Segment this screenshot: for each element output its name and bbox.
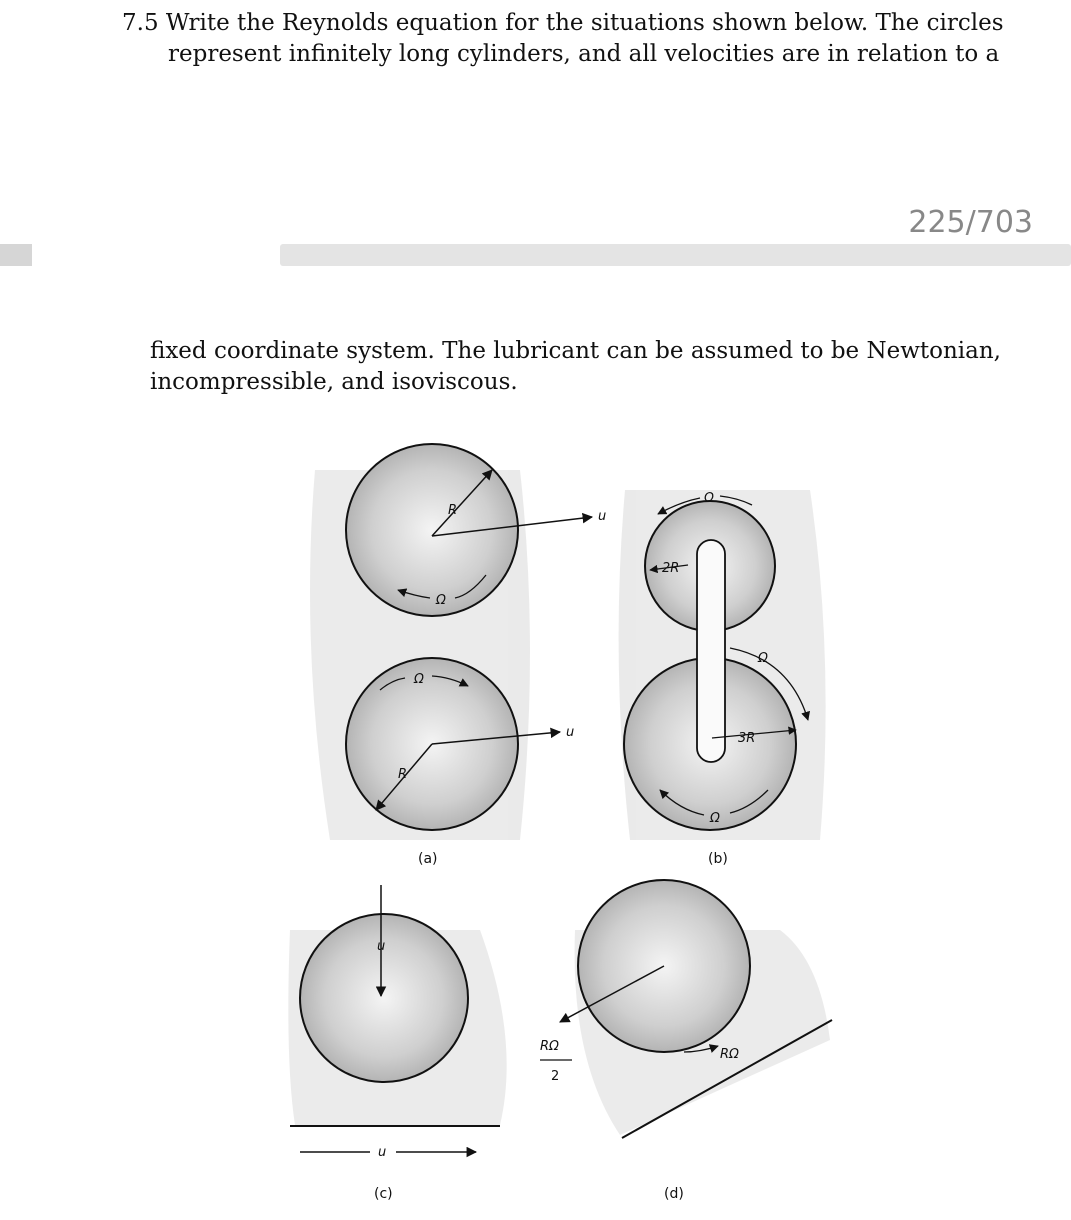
label-b-bottom-omega: Ω (710, 811, 720, 826)
cylinder-a-top (346, 444, 518, 616)
connecting-link-b (697, 540, 725, 762)
label-a-top-r: R (448, 503, 458, 518)
label-c-u-vertical: u (377, 939, 386, 954)
label-d-frac-num: RΩ (540, 1039, 559, 1054)
problem-line-2: represent infinitely long cylinders, and all velocities are in relation to a (168, 41, 1000, 67)
caption-b: (b) (708, 851, 728, 867)
label-a-bottom-r: R (398, 767, 408, 782)
problem-line-1: 7.5 Write the Reynolds equation for the situations shown below. The circles (122, 10, 1004, 36)
page-counter: 225/703 (908, 205, 1033, 240)
label-a-bottom-omega: Ω (414, 672, 424, 687)
continuation-line-2: incompressible, and isoviscous. (150, 369, 518, 395)
caption-d: (d) (664, 1186, 684, 1202)
label-b-small-omega: Ω (704, 491, 714, 506)
label-b-2r: 2R (662, 561, 680, 576)
label-d-surface-speed: RΩ (720, 1047, 739, 1062)
label-d-frac-den: 2 (551, 1069, 560, 1084)
label-a-top-u: u (598, 509, 607, 524)
label-a-bottom-u: u (566, 725, 575, 740)
caption-a: (a) (418, 851, 438, 867)
label-b-3r: 3R (738, 731, 756, 746)
caption-c: (c) (374, 1186, 393, 1202)
label-c-u-horizontal: u (378, 1145, 387, 1160)
label-b-large-omega: Ω (758, 651, 768, 666)
continuation-line-1: fixed coordinate system. The lubricant can be assumed to be Newtonian, (150, 338, 1001, 364)
label-a-top-omega: Ω (436, 593, 446, 608)
